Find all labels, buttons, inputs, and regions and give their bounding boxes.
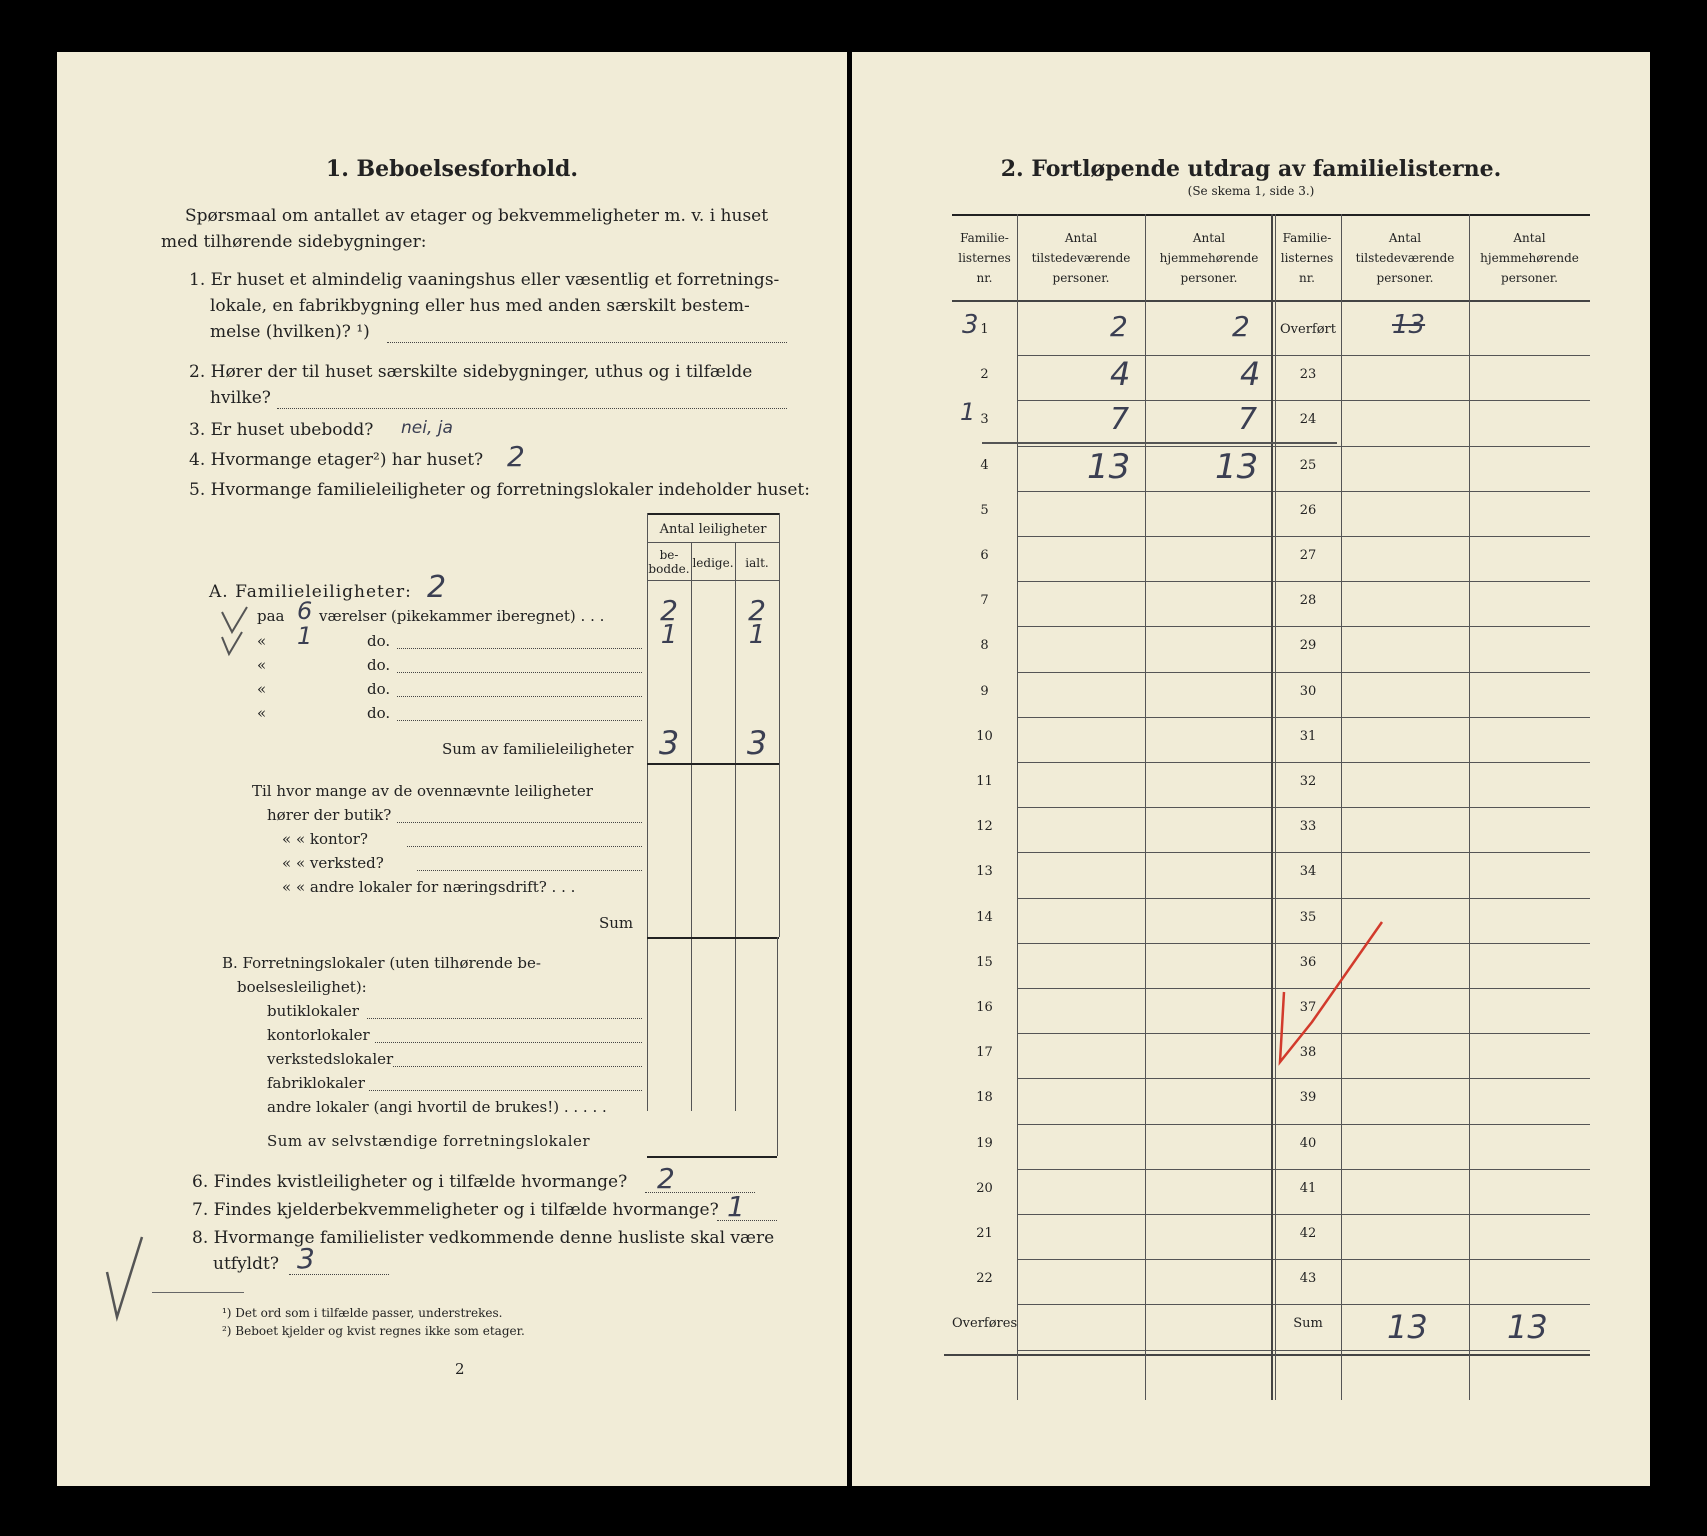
right-list-number: 31 [1299,728,1317,744]
left-list-number: 12 [976,819,993,835]
intro-line-2: med tilhørende sidebygninger: [161,232,427,252]
entry-tilstede: 2 [1110,310,1128,343]
header-tilstede-left: Antal tilstedeværende personer. [1031,231,1131,285]
q3: 3. Er huset ubebodd? [189,420,374,440]
left-list-number: 6 [980,548,989,563]
row-divider [1017,400,1590,401]
right-list-number: 32 [1299,774,1317,789]
row-label: do. [367,680,391,698]
left-page [57,52,847,1486]
b-row: kontorlokaler [267,1026,370,1044]
entry-tilstede: 4 [1110,355,1131,393]
row-divider [1017,852,1590,853]
q8-line-2: utfyldt? [213,1254,279,1274]
header-tilstede-right: Antal tilstedeværende personer. [1355,231,1455,285]
row-divider [1017,672,1590,673]
right-list-number: Overført [1280,322,1336,337]
row-label: do. [367,656,391,674]
left-list-number: Overføres [952,1316,1018,1332]
right-list-number: 28 [1299,593,1317,609]
row-divider [1017,1078,1590,1079]
table-bottom-line [944,1354,1590,1356]
row-label: værelser (pikekammer iberegnet) . . . [319,607,605,625]
check-mark-icon [97,1232,157,1322]
row-divider [1017,807,1590,808]
left-list-number: 4 [980,457,989,473]
left-list-number: 19 [976,1135,993,1151]
shop-intro-2: hører der butik? [267,806,392,824]
q4: 4. Hvormange etager²) har huset? [189,450,484,470]
q8-line-1: 8. Hvormange familielister vedkommende denne husliste skal være [192,1228,775,1248]
left-list-number: 13 [976,864,993,880]
row-divider [1017,1259,1590,1260]
q7: 7. Findes kjelderbekvemmeligheter og i tilfælde hvormange? [192,1200,719,1220]
right-list-number: 23 [1299,367,1317,383]
row-bebodde: 2 [660,594,678,627]
q2-line-2: hvilke? [210,388,271,408]
right-list-number: 40 [1299,1135,1317,1151]
section-title-familielister: 2. Fortløpende utdrag av familielisterne. [1000,156,1502,182]
left-list-number: 5 [980,502,989,518]
sum-fam-bebodde: 3 [658,724,680,762]
row-rooms: 6 [297,597,313,625]
header-hjemme-left: Antal hjemmehørende personer. [1159,231,1259,285]
row-divider [1017,1169,1590,1170]
row-divider [1017,626,1590,627]
col-bebodde: be- bodde. [648,548,690,576]
right-list-number: 24 [1299,412,1317,428]
shop-intro-1: Til hvor mange av de ovennævnte leiligheter [252,782,593,800]
q6: 6. Findes kvistleiligheter og i tilfælde hvormange? [192,1172,628,1192]
q4-answer: 2 [507,440,525,473]
row-divider [1017,717,1590,718]
q7-answer: 1 [727,1190,745,1223]
shop-row: « « andre lokaler for næringsdrift? . . . [282,878,576,896]
entry-hjemme: 7 [1238,402,1258,437]
right-list-number: 39 [1299,1090,1317,1106]
row-label: do. [367,632,391,650]
row-divider [1017,1304,1590,1305]
row-divider [1017,491,1590,492]
row-divider [1017,1350,1590,1351]
header-nr-left: Familie- listernes nr. [958,231,1011,285]
margin-mark: 1 [960,398,976,426]
fam-a-answer: 2 [427,570,447,605]
row-prefix: « [257,680,267,698]
b-row: butiklokaler [267,1002,359,1020]
overfort-tilstede: 13 [1392,310,1426,340]
page-number: 2 [455,1360,465,1378]
left-list-number: 21 [976,1226,993,1241]
left-list-number: 2 [980,367,989,383]
right-list-number: 25 [1299,457,1317,473]
left-list-number: 15 [976,954,993,970]
footnote-1: ¹) Det ord som i tilfælde passer, understrekes. [222,1306,503,1320]
q3-answer: nei, ja [401,418,453,438]
q2-line-1: 2. Hører der til huset særskilte sidebygninger, uthus og i tilfælde [189,362,753,382]
table-header: Antal leiligheter [659,522,767,537]
sum-label: Sum [599,914,634,932]
section-title-beboelse: 1. Beboelsesforhold. [325,156,579,182]
q8-answer: 3 [297,1242,315,1275]
fam-a-label: A. Familieleiligheter: [209,582,412,602]
right-list-number: 35 [1299,909,1317,925]
left-list-number: 3 [980,412,989,428]
entry-hjemme: 4 [1240,355,1261,393]
q1-line-1: 1. Er huset et almindelig vaaningshus eller væsentlig et forretnings- [189,270,780,290]
row-ialt: 1 [748,620,766,650]
b-row: verkstedslokaler [267,1050,394,1068]
row-prefix: « [257,656,267,674]
left-list-number: 22 [976,1271,993,1287]
entry-hjemme: 13 [1215,447,1259,487]
left-list-number: 9 [980,683,989,699]
shop-row: « « kontor? [282,830,368,848]
left-list-number: 17 [976,1045,993,1061]
check-mark-icon [217,602,277,662]
b-label-1: B. Forretningslokaler (uten tilhørende be- [222,954,541,972]
q1-line-3: melse (hvilken)? ¹) [210,322,370,342]
footnote-2: ²) Beboet kjelder og kvist regnes ikke som etager. [222,1324,525,1338]
q5: 5. Hvormange familieleiligheter og forretningslokaler indeholder huset: [189,480,810,500]
row-prefix: « [257,632,267,650]
row-ialt: 2 [748,594,766,627]
right-list-number: 42 [1299,1226,1317,1241]
left-list-number: 10 [976,728,993,744]
right-list-number: 29 [1299,638,1317,654]
col-ialt: ialt. [745,556,769,570]
col-ledige: ledige. [692,556,734,570]
right-list-number: 38 [1299,1045,1317,1061]
row-divider [1017,1124,1590,1125]
right-list-number: 26 [1299,502,1317,518]
right-list-number: 41 [1299,1180,1317,1196]
left-list-number: 14 [976,909,993,925]
row-bebodde: 1 [660,620,678,650]
left-list-number: 20 [976,1180,993,1196]
left-list-number: 7 [980,593,989,609]
left-list-number: 18 [976,1090,993,1106]
entry-hjemme: 2 [1232,310,1250,343]
left-list-number: 1 [980,322,989,337]
header-hjemme-right: Antal hjemmehørende personer. [1480,231,1579,285]
row-divider [1017,355,1590,356]
row-divider [1017,762,1590,763]
sum-hjemme: 13 [1507,1308,1548,1346]
margin-mark: 3 [962,310,979,340]
right-list-number: 43 [1299,1271,1317,1287]
row-rooms: 1 [297,622,313,650]
right-list-number: 34 [1299,864,1317,880]
row-prefix: « [257,704,267,722]
sum-fam-ialt: 3 [746,724,768,762]
header-nr-right: Familie- listernes nr. [1280,231,1334,285]
sum-b-label: Sum av selvstændige forretningslokaler [267,1132,591,1150]
shop-row: « « verksted? [282,854,384,872]
q1-line-2: lokale, en fabrikbygning eller hus med anden særskilt bestem- [210,296,750,316]
intro-line-1: Spørsmaal om antallet av etager og bekvemmeligheter m. v. i huset [185,206,769,226]
row-divider [1017,1214,1590,1215]
right-list-number: 33 [1299,819,1317,835]
row-divider [1017,536,1590,537]
entry-tilstede: 7 [1110,402,1130,437]
sum-fam-label: Sum av familieleiligheter [442,740,634,758]
sum-tilstede: 13 [1387,1308,1428,1346]
b-label-2: boelsesleilighet): [237,978,367,996]
left-list-number: 11 [976,774,993,789]
subtitle: (Se skema 1, side 3.) [1187,184,1315,198]
row-prefix: paa [257,607,285,625]
right-list-number: Sum [1293,1316,1323,1332]
q6-answer: 2 [657,1162,675,1195]
left-list-number: 16 [976,1000,993,1015]
entry-tilstede: 13 [1087,447,1131,487]
row-label: do. [367,704,391,722]
left-list-number: 8 [980,638,989,654]
b-row: andre lokaler (angi hvortil de brukes!) . . . . . [267,1098,607,1116]
b-row: fabriklokaler [267,1074,365,1092]
right-list-number: 30 [1299,683,1317,699]
right-list-number: 37 [1299,1000,1317,1015]
right-list-number: 27 [1299,548,1317,563]
right-list-number: 36 [1299,954,1317,970]
red-check-mark-icon [1272,892,1392,1072]
right-page [852,52,1650,1486]
row-divider [1017,581,1590,582]
